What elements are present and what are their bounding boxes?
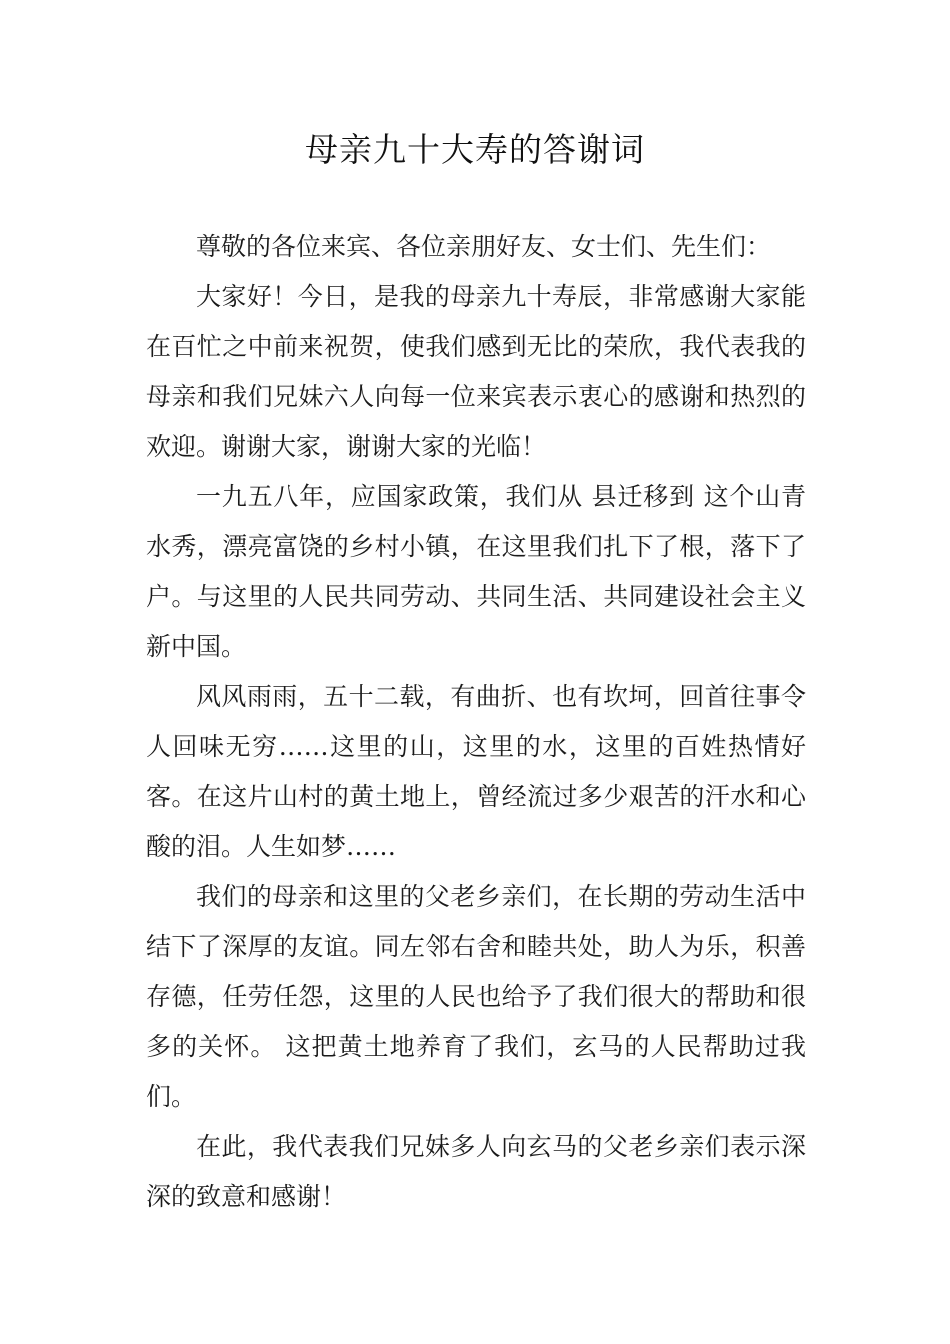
document-title: 母亲九十大寿的答谢词: [305, 130, 645, 169]
paragraph-reflection: 风风雨雨，五十二载，有曲折、也有坎坷，回首往事令人回味无穷……这里的山，这里的水，这里的百姓热情好客。在这片山村的黄土地上，曾经流过多少艰苦的汗水和心酸的泪。人生如梦……: [146, 682, 806, 861]
paragraph-history: 一九五八年，应国家政策，我们从 县迁移到 这个山青水秀，漂亮富饶的乡村小镇，在这里我们扎下了根，落下了户。与这里的人民共同劳动、共同生活、共同建设社会主义新中国。: [146, 482, 806, 661]
paragraph-greeting: 大家好！今日，是我的母亲九十寿辰，非常感谢大家能在百忙之中前来祝贺，使我们感到无比的荣欣，我代表我的母亲和我们兄妹六人向每一位来宾表示衷心的感谢和热烈的欢迎。谢谢大家，谢谢大家的光临！: [146, 282, 806, 461]
paragraph-salutation: 尊敬的各位来宾、各位亲朋好友、女士们、先生们：: [196, 232, 772, 261]
document-body: [146, 222, 806, 1222]
paragraph-friendship: 我们的母亲和这里的父老乡亲们，在长期的劳动生活中结下了深厚的友谊。同左邻右舍和睦共处，助人为乐，积善存德，任劳任怨，这里的人民也给予了我们很大的帮助和很多的关怀。 这把黄土地养育了我们，玄马的人民帮助过我们。: [146, 882, 806, 1111]
paragraph-thanks: 在此，我代表我们兄妹多人向玄马的父老乡亲们表示深深的致意和感谢！: [146, 1132, 806, 1211]
